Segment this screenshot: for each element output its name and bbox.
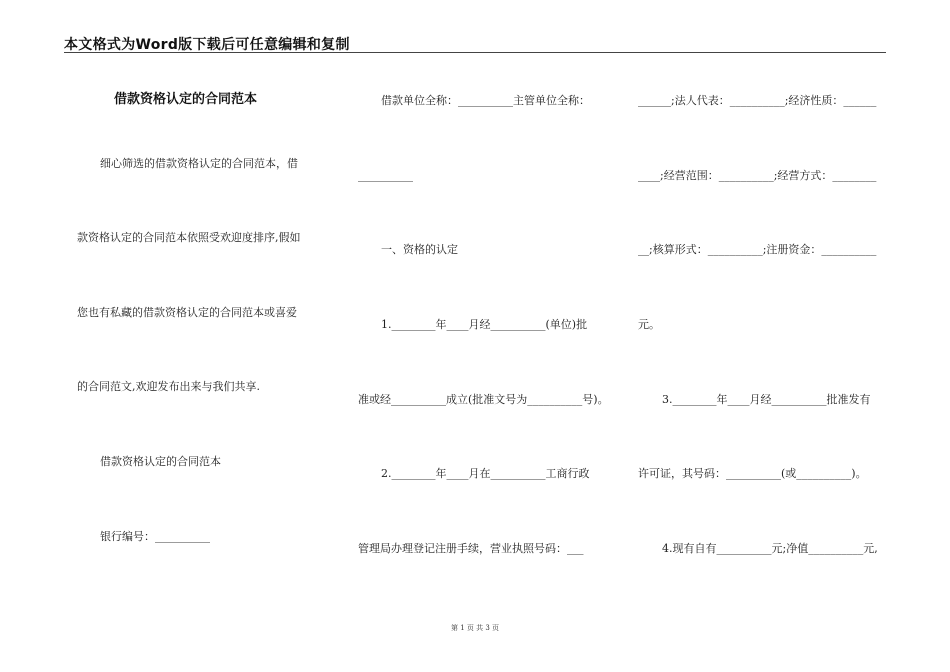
paragraph-line: 2.________年____月在__________工商行政 [381,467,590,480]
paragraph-line: __________ [358,169,413,182]
paragraph-line: 4.现有自有__________元;净值__________元, [662,542,878,555]
paragraph-line: ______;法人代表：__________;经济性质：______ [638,94,877,107]
paragraph-line: 许可证，其号码：__________(或__________)。 [638,467,867,480]
page-header: 本文格式为Word版下载后可任意编辑和复制 [64,37,350,53]
bank-number-field: 银行编号：__________ [100,530,210,543]
header-rule [64,52,886,53]
paragraph-line: 您也有私藏的借款资格认定的合同范本或喜爱 [77,306,297,319]
paragraph-line: 款资格认定的合同范本依照受欢迎度排序,假如 [77,231,301,244]
paragraph-line: 细心筛选的借款资格认定的合同范本，借 [100,157,298,170]
paragraph-line: 元。 [638,318,660,331]
paragraph-line: 3.________年____月经__________批准发有 [662,393,871,406]
subtitle: 借款资格认定的合同范本 [100,455,221,468]
paragraph-line: 借款单位全称：__________主管单位全称： [381,94,590,107]
paragraph-line: __;核算形式：__________;注册资金：__________ [638,243,877,256]
section-heading: 一、资格的认定 [381,243,458,256]
paragraph-line: 准或经__________成立(批准文号为__________号)。 [358,393,609,406]
paragraph-line: 的合同范文,欢迎发布出来与我们共享. [77,380,260,393]
page-footer: 第 1 页 共 3 页 [450,624,500,632]
paragraph-line: 1.________年____月经__________(单位)批 [381,318,588,331]
paragraph-line: ____;经营范围：__________;经营方式：________ [638,169,877,182]
paragraph-line: 管理局办理登记注册手续，营业执照号码：___ [358,542,584,555]
document-title: 借款资格认定的合同范本 [114,92,258,107]
